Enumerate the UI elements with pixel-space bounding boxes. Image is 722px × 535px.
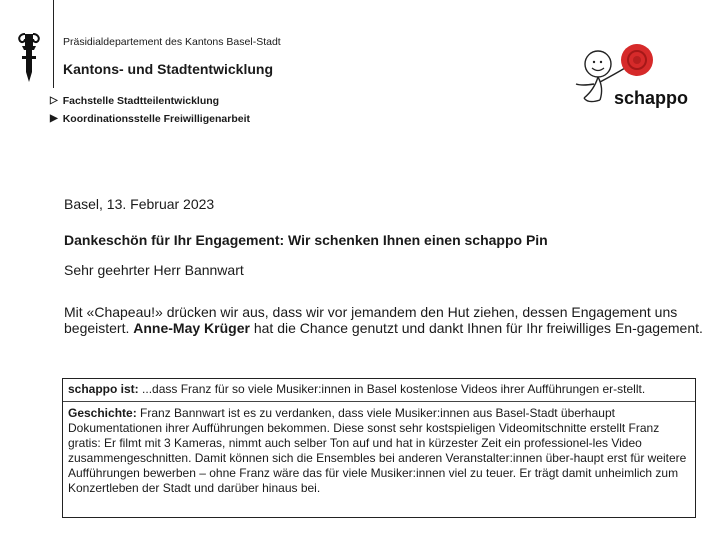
box-label-geschichte: Geschichte:	[68, 406, 137, 420]
letter-date: Basel, 13. Februar 2023	[64, 196, 215, 212]
department-name: Präsidialdepartement des Kantons Basel-Stadt	[63, 36, 281, 48]
triangle-outline-icon: ▷	[50, 95, 58, 106]
paragraph-text-1: Mit «Chapeau!» drücken wir aus, dass wir vor jemandem den Hut ziehen, dessen Engagement uns begeistert.	[64, 304, 678, 336]
letter-subject: Dankeschön für Ihr Engagement: Wir schenken Ihnen einen schappo Pin	[64, 232, 548, 248]
unit-name: Kantons- und Stadtentwicklung	[63, 61, 273, 77]
paragraph-text-2: hat die Chance genutzt und dankt Ihnen für Ihr freiwilliges En-gagement.	[249, 320, 703, 336]
basel-crest-icon	[16, 32, 42, 84]
box-text-schappo: ...dass Franz für so viele Musiker:innen in Basel kostenlose Videos ihrer Aufführungen er-stellt.	[138, 382, 646, 396]
schappo-logo-text: schappo	[614, 88, 689, 108]
subunit-2-label: Koordinationsstelle Freiwilligenarbeit	[62, 113, 250, 125]
subunit-1	[50, 95, 219, 107]
box-label-schappo: schappo ist:	[68, 382, 139, 396]
paragraph-name: Anne-May Krüger	[133, 320, 250, 336]
subunit-2	[50, 113, 250, 125]
subunit-1-label: Fachstelle Stadtteilentwicklung	[62, 95, 220, 107]
letter-paragraph	[64, 304, 704, 336]
header-divider	[53, 0, 54, 88]
box-divider	[63, 401, 695, 402]
box-section-geschichte	[68, 406, 690, 496]
box-text-geschichte: Franz Bannwart ist es zu verdanken, dass viele Musiker:innen aus Basel-Stadt überhaupt Dokumentationen ihrer Aufführungen bekommen. Diese sonst sehr kostspieligen Videomitschnitte erstellt Franz gratis: Er filmt mit 3 Kameras, nimmt auch selber Ton auf und hat in kürzester Zeit ein professionel-les Video zusammengeschnitten. Damit können sich die Ensembles bei anderen Veranstalter:innen über-haupt erst für weitere Aufführungen bewerben – ohne Franz wäre das für viele Musiker:innen viel zu teuer. Er trägt damit unheimlich zum Konzertleben der Stadt und darüber hinaus bei.	[68, 406, 687, 495]
triangle-filled-icon: ▶	[50, 113, 58, 124]
box-section-schappo	[68, 382, 690, 397]
info-box	[62, 378, 696, 518]
letter-salutation: Sehr geehrter Herr Bannwart	[64, 262, 244, 278]
